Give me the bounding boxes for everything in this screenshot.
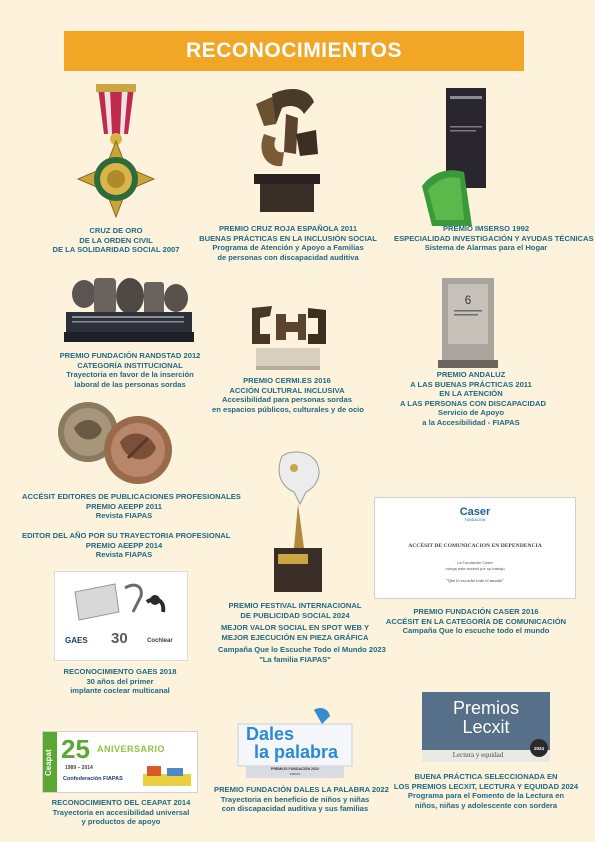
- caption-editor: EDITOR DEL AÑO POR SU TRAYECTORIA PROFESIONAL PREMIO AEEPP 2014 Revista FIAPAS: [22, 531, 231, 560]
- caser-brand: Caser: [459, 506, 491, 518]
- ceapat-card-image: [42, 731, 198, 793]
- lecxit-badge: 2024: [530, 739, 548, 757]
- caption-imserso: PREMIO IMSERSO 1992 ESPECIALIDAD INVESTIGACIÓN Y AYUDAS TÉCNICAS Sistema de Alarmas para el Hogar: [394, 224, 594, 253]
- caption-andaluz: PREMIO ANDALUZ A LAS BUENAS PRÁCTICAS 2011 EN LA ATENCIÓN A LAS PERSONAS CON DISCAPACIDAD Servicio de Apoyo a la Accesibilidad - FIAPAS: [400, 370, 546, 427]
- lecxit-line2: Lecxit: [462, 717, 510, 737]
- festival-trophy-image: [264, 448, 328, 596]
- caption-lecxit: BUENA PRÁCTICA SELECCIONADA EN LOS PREMIOS LECXIT, LECTURA Y EQUIDAD 2024 Programa para el Fomento de la Lectura en niños, niñas y adolescente con sordera: [393, 772, 579, 810]
- caption-festival: PREMIO FESTIVAL INTERNACIONAL DE PUBLICIDAD SOCIAL 2024 MEJOR VALOR SOCIAL EN SPOT WEB Y MEJOR EJECUCIÓN EN PIEZA GRÁFICA Campaña Que lo Escuche Todo el Mundo 2023 "La familia FIAPAS": [218, 601, 386, 664]
- lecxit-line1: Premios: [452, 698, 519, 718]
- cermi-sculpture-image: [246, 300, 330, 372]
- caser-line1: La Fundación Caser: [456, 560, 494, 565]
- ceapat-word: ANIVERSARIO: [97, 744, 166, 754]
- caser-certificate-image: [374, 497, 576, 599]
- caption-cruz-roja: PREMIO CRUZ ROJA ESPAÑOLA 2011 BUENAS PRÁCTICAS EN LA INCLUSIÓN SOCIAL Programa de Atención y Apoyo a Familias de personas con discapacidad auditiva: [199, 224, 377, 262]
- caser-heading: ACCÉSIT DE COMUNICACION EN DEPENDENCIA: [408, 543, 542, 549]
- cruz-roja-sculpture-image: [246, 84, 328, 214]
- caption-dales: PREMIO FUNDACIÓN DALES LA PALABRA 2022 Trayectoria en beneficio de niños y niñas con discapacidad auditiva y sus familias: [214, 785, 389, 814]
- dales-la-palabra-trophy-image: [232, 706, 358, 778]
- andaluz-plate-number: 6: [464, 293, 472, 307]
- ceapat-years: 1989 – 2014: [65, 765, 93, 771]
- caption-randstad: PREMIO FUNDACIÓN RANDSTAD 2012 CATEGORÍA INSTITUCIONAL Trayectoria en favor de la inserción laboral de las personas sordas: [59, 351, 201, 389]
- gaes-number: 30: [111, 630, 128, 647]
- randstad-sculpture-image: [64, 268, 194, 344]
- caption-gaes: RECONOCIMIENTO GAES 2018 30 años del primer implante coclear multicanal: [63, 667, 177, 696]
- caption-cermi: PREMIO CERMI.ES 2016 ACCIÓN CULTURAL INCLUSIVA Accesibilidad para personas sordas en espacios públicos, culturales y de ocio: [212, 376, 364, 414]
- caser-quote: "Que lo escuche todo el mundo": [445, 578, 505, 583]
- gaes-brand: GAES: [65, 636, 88, 645]
- cruz-de-oro-medal-image: [76, 84, 156, 224]
- caption-ceapat: RECONOCIMIENTO DEL CEAPAT 2014 Trayectoria en accesibilidad universal y productos de apoyo: [51, 798, 191, 827]
- ceapat-number: 25: [61, 734, 90, 764]
- page-title: RECONOCIMIENTOS: [186, 39, 402, 62]
- aeepp-medals-image: [54, 398, 184, 488]
- dales-plate: PREMIOS FUNDACIÓN 2022: [270, 767, 320, 771]
- lecxit-card-image: [422, 692, 550, 762]
- ceapat-org: Confederación FIAPAS: [63, 776, 123, 782]
- ceapat-brand: Ceapat: [44, 749, 53, 776]
- caption-aeepp: ACCÉSIT EDITORES DE PUBLICACIONES PROFESIONALES PREMIO AEEPP 2011 Revista FIAPAS: [22, 492, 241, 521]
- lecxit-line3: Lectura y equidad: [452, 751, 504, 759]
- caption-caser: PREMIO FUNDACIÓN CASER 2016 ACCÉSIT EN LA CATEGORÍA DE COMUNICACIÓN Campaña Que lo escuche todo el mundo: [385, 607, 567, 636]
- caption-cruz-de-oro: CRUZ DE ORO DE LA ORDEN CIVIL DE LA SOLIDARIDAD SOCIAL 2007: [52, 226, 180, 255]
- caser-brand-sub: FUNDACIÓN: [464, 518, 486, 522]
- dales-line1: Dales: [246, 724, 295, 744]
- section-banner: [64, 31, 524, 71]
- dales-plate-sub: FIAPAS: [289, 772, 301, 776]
- dales-line2: la palabra: [254, 742, 339, 762]
- gaes-card-image: [54, 571, 188, 661]
- caser-line2: otorga este accésit por su trabajo: [445, 566, 505, 571]
- andaluz-plaque-image: [438, 276, 498, 368]
- gaes-brand2: Cochlear: [147, 638, 173, 644]
- imserso-plaque-image: [420, 86, 488, 226]
